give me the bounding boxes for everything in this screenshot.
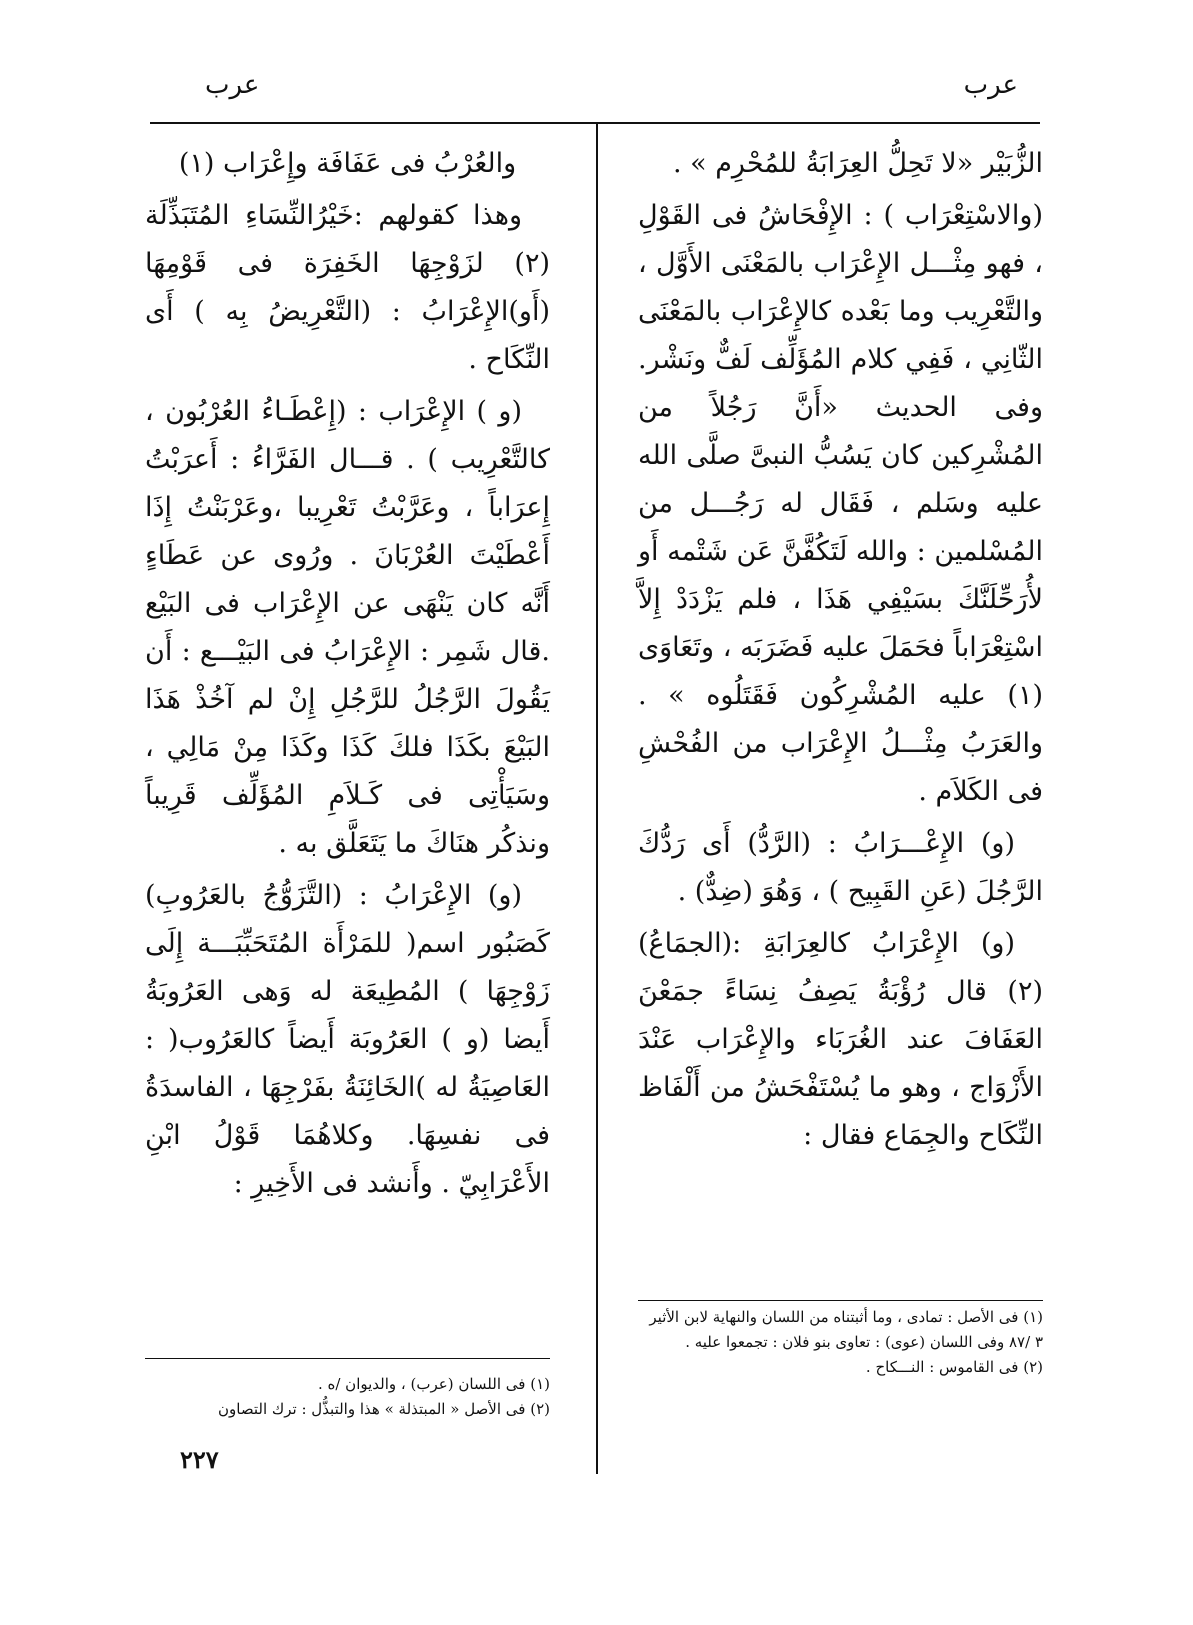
page-header-left: عرب [205, 70, 260, 100]
footnotes-left [145, 1372, 550, 1422]
header-rule [150, 122, 1040, 124]
left-column [145, 140, 550, 1212]
column-divider [596, 124, 598, 1474]
footnote-rule-left [145, 1358, 550, 1359]
page-number: ٢٢٧ [180, 1445, 219, 1474]
right-column [638, 140, 1043, 1164]
footnote: (١) فى الأصل : تمادى ، وما أثبتناه من اللسان والنهاية لابن الأثير ٣ /٨٧ وفى اللسان (عوى) : تعاوى بنو فلان : تجمعوا عليه . [649, 1308, 1043, 1351]
paragraph: (و) الإِعْـــرَابُ : (الرَّدُّ) أَى رَدُّكَ الرَّجُلَ (عَنِ القَبِيح ) ، وَهُوَ (ضِدٌّ) . [638, 828, 1043, 907]
paragraph: الزُّبَيْر «لا تَحِلُّ العِرَابَةُ للمُحْرِم » . [672, 148, 1043, 179]
page-header-right: عرب [963, 70, 1018, 100]
footnote: (١) فى اللسان (عرب) ، والديوان /ه . [317, 1375, 550, 1393]
footnotes-right [638, 1305, 1043, 1380]
paragraph: (و ) الإِعْرَاب : (إِعْطَـاءُ العُرْبُون ، كالتَّعْرِيب ) . قـــال الفَرَّاءُ : أَعرَبْتُ إِعرَاباً ، وعَرَّبْتُ تَعْرِيبا ،وعَرْبَنْتُ إِذَا أَعْطَيْتَ العُرْبَانَ . ورُوى عن عَطَاءٍ أَنَّه كان يَنْهَى عن الإِعْرَاب فى البَيْع .قال شَمِر : الإِعْرَابُ فى البَيْـــع : أَن يَقُولَ الرَّجُلُ للرَّجُلِ إِنْ لم آخُذْ هَذَا البَيْعَ بكَذَا فلكَ كَذَا وكَذَا مِنْ مَالِي ، وسَيَأْتِى فى كَـلاَمِ المُؤَلِّف قَرِيباً ونذكُر هنَاكَ ما يَتَعَلَّق به . [145, 396, 550, 859]
footnote-rule-right [638, 1300, 1043, 1301]
paragraph: (و) الإِعْرَابُ كالعِرَابَةِ :(الجمَاعُ) (٢) قال رُؤْبَةُ يَصِفُ نِسَاءً جمَعْنَ العَفَافَ عند الغُرَبَاء والإِعْرَاب عَنْدَ الأَزْوَاج ، وهو ما يُسْتَفْحَشُ من أَلْفَاظ النِّكَاح والجِمَاع فقال : [638, 928, 1043, 1151]
paragraph: (و) الإِعْرَابُ : (التَّزَوُّجُ بالعَرُوبِ) كَصَبُور اسم( للمَرْأَة المُتَحَبِّبَـــة إِلَى زَوْجِهَا ) المُطِيعَة له وَهى العَرُوبَةُ أَيضا (و ) العَرُوبَة أَيضاً كالعَرُوب( : العَاصِيَةُ له )الخَائِنَةُ بفَرْجِهَا ، الفاسدَةُ فى نفسِهَا. وكلاهُمَا قَوْلُ ابْنِ الأَعْرَابِيّ . وأَنشد فى الأَخِيرِ : [145, 880, 550, 1199]
paragraph: وهذا كقولهم :خَيْرُالنِّسَاءِ المُتَبَذِّلَة (٢) لزَوْجِهَا الخَفِرَة فى قَوْمِهَا (أَو)الإِعْرَابُ : (التَّعْرِيضُ بِه ) أَى النِّكَاح . [145, 200, 550, 375]
verse-line: والعُرْبُ فى عَفَافَة وإِعْرَاب (١) [178, 148, 517, 179]
footnote: (٢) فى القاموس : النـــكاح . [865, 1358, 1043, 1376]
footnote: (٢) فى الأصل « المبتذلة » هذا والتبذُّل : ترك التصاون [218, 1400, 550, 1418]
paragraph: (والاسْتِعْرَاب ) : الإِفْحَاشُ فى القَوْلِ ، فهو مِثْـــل الإِعْرَاب بالمَعْنَى الأَوَّل ، والتَّعْرِيب وما بَعْده كالإِعْرَاب بالمَعْنَى الثّانِي ، فَفِي كلام المُؤَلِّف لَفٌّ ونَشْر. وفى الحديث «أَنَّ رَجُلاً من المُشْرِكين كان يَسُبُّ النبىَّ صلَّى الله عليه وسَلم ، فَقَال له رَجُـــل من المُسْلمين : والله لَتَكُفَّنَّ عَن شَتْمه أَو لأُرَحِّلَنَّكَ بسَيْفِي هَذَا ، فلم يَزْدَدْ إِلاَّ اسْتِعْرَاباً فحَمَلَ عليه فَضَرَبَه ، وتَعَاوَى (١) عليه المُشْرِكُون فَقَتَلُوه » . والعَرَبُ مِثْـــلُ الإِعْرَاب من الفُحْشِ فى الكَلاَم . [638, 200, 1043, 807]
